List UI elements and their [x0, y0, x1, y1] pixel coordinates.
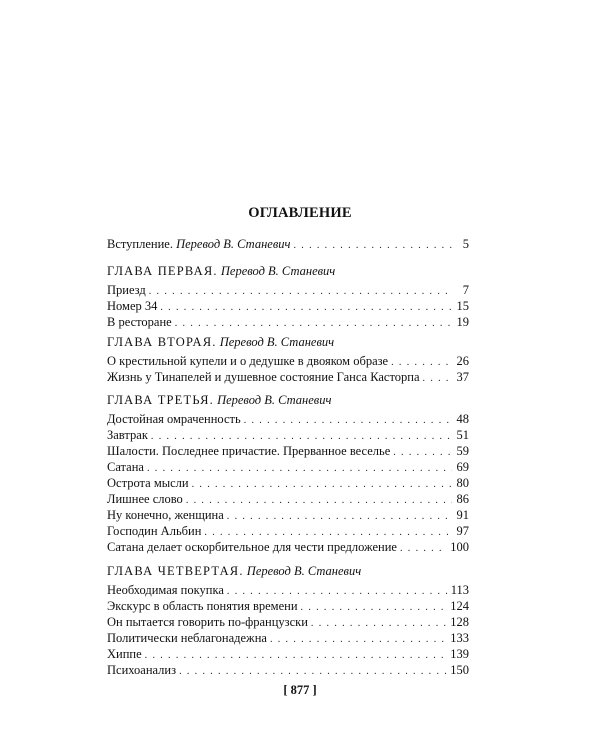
leader-dots [204, 525, 452, 540]
toc-entry[interactable] [107, 412, 469, 427]
toc-entry[interactable] [107, 508, 469, 523]
toc-entry[interactable] [107, 299, 469, 314]
leader-dots [147, 461, 452, 476]
toc-entry[interactable] [107, 524, 469, 539]
toc-entry[interactable] [107, 647, 469, 662]
entry-title: Жизнь у Тинапелей и душевное состояние Ганса Касторпа [107, 370, 420, 384]
entry-title: Сатана [107, 460, 144, 474]
page-number: 80 [456, 476, 469, 490]
chapter-translator: Перевод В. Станевич [220, 264, 336, 278]
leader-dots [186, 493, 452, 508]
page-number: 59 [456, 444, 469, 458]
leader-dots [151, 429, 452, 444]
intro-label: Вступление. [107, 237, 173, 251]
chapter-heading-3 [107, 393, 331, 408]
leader-dots [145, 648, 448, 663]
leader-dots [244, 413, 452, 428]
toc-entry[interactable] [107, 631, 469, 646]
entry-title: Лишнее слово [107, 492, 183, 506]
chapter-title: ГЛАВА ВТОРАЯ. [107, 335, 217, 349]
page-number: 91 [456, 508, 469, 522]
page-number: 26 [456, 354, 469, 368]
toc-entry[interactable] [107, 615, 469, 630]
leader-dots [301, 600, 448, 615]
toc-entry[interactable] [107, 476, 469, 491]
toc-entry[interactable] [107, 428, 469, 443]
entry-title: Номер 34 [107, 299, 158, 313]
entry-title: О крестильной купели и о дедушке в двояком образе [107, 354, 389, 368]
entry-title: Приезд [107, 283, 146, 297]
toc-entry[interactable] [107, 599, 469, 614]
toc-entry[interactable] [107, 354, 469, 369]
page-title: ОГЛАВЛЕНИЕ [248, 205, 352, 221]
entry-title: Хиппе [107, 647, 142, 661]
entry-title: Завтрак [107, 428, 148, 442]
leader-dots [270, 632, 447, 647]
entry-title: Ну конечно, женщина [107, 508, 224, 522]
chapter-translator: Перевод В. Станевич [219, 335, 335, 349]
entry-title: Сатана делает оскорбительное для чести предложение [107, 540, 397, 554]
intro-translator: Перевод В. Станевич [176, 237, 291, 251]
leader-dots [423, 371, 452, 386]
chapter-translator: Перевод В. Станевич [217, 393, 332, 407]
chapter-heading-4 [107, 564, 361, 579]
page-number: 7 [462, 283, 469, 297]
leader-dots [393, 445, 452, 460]
page-number: 124 [450, 599, 469, 613]
page-folio: [ 877 ] [283, 683, 317, 697]
page-number: 133 [450, 631, 469, 645]
page-number: 69 [456, 460, 469, 474]
entry-title: Психоанализ [107, 663, 177, 677]
chapter-title: ГЛАВА ЧЕТВЕРТАЯ. [107, 564, 244, 578]
chapter-translator: Перевод В. Станевич [246, 564, 362, 578]
page-number: 128 [450, 615, 469, 629]
leader-dots [227, 584, 448, 599]
entry-title: Политически неблагонадежна [107, 631, 267, 645]
chapter-title: ГЛАВА ПЕРВАЯ. [107, 264, 218, 278]
leader-dots [293, 238, 452, 253]
chapter-title: ГЛАВА ТРЕТЬЯ. [107, 393, 214, 407]
leader-dots [179, 664, 447, 679]
entry-title: Он пытается говорить по-французски [107, 615, 308, 629]
leader-dots [311, 616, 447, 631]
page-number: 5 [462, 237, 469, 251]
entry-title: В ресторане [107, 315, 172, 329]
leader-dots [149, 284, 452, 299]
entry-title: Шалости. Последнее причастие. Прерванное веселье [107, 444, 391, 458]
page-number: 139 [450, 647, 469, 661]
toc-entry[interactable] [107, 540, 469, 555]
chapter-heading-2 [107, 335, 334, 350]
toc-entry[interactable] [107, 444, 469, 459]
toc-entry[interactable] [107, 370, 469, 385]
leader-dots [192, 477, 452, 492]
chapter-heading-1 [107, 264, 335, 279]
toc-intro-entry[interactable] [107, 237, 469, 252]
page-number: 37 [456, 370, 469, 384]
page-number: 86 [456, 492, 469, 506]
entry-title: Достойная омраченность [107, 412, 241, 426]
leader-dots [400, 541, 447, 556]
page-number: 97 [456, 524, 469, 538]
entry-title: Господин Альбин [107, 524, 202, 538]
page-number: 48 [456, 412, 469, 426]
leader-dots [175, 316, 452, 331]
page-number: 100 [450, 540, 469, 554]
leader-dots [391, 355, 452, 370]
entry-title: Экскурс в область понятия времени [107, 599, 298, 613]
leader-dots [160, 300, 452, 315]
toc-entry[interactable] [107, 492, 469, 507]
toc-entry[interactable] [107, 315, 469, 330]
page-number: 19 [456, 315, 469, 329]
leader-dots [227, 509, 452, 524]
page-number: 15 [456, 299, 469, 313]
page-number: 51 [456, 428, 469, 442]
toc-entry[interactable] [107, 460, 469, 475]
page-number: 113 [450, 583, 469, 597]
toc-entry[interactable] [107, 283, 469, 298]
toc-entry[interactable] [107, 663, 469, 678]
toc-entry[interactable] [107, 583, 469, 598]
entry-title: Острота мысли [107, 476, 189, 490]
page-number: 150 [450, 663, 469, 677]
entry-title: Необходимая покупка [107, 583, 224, 597]
